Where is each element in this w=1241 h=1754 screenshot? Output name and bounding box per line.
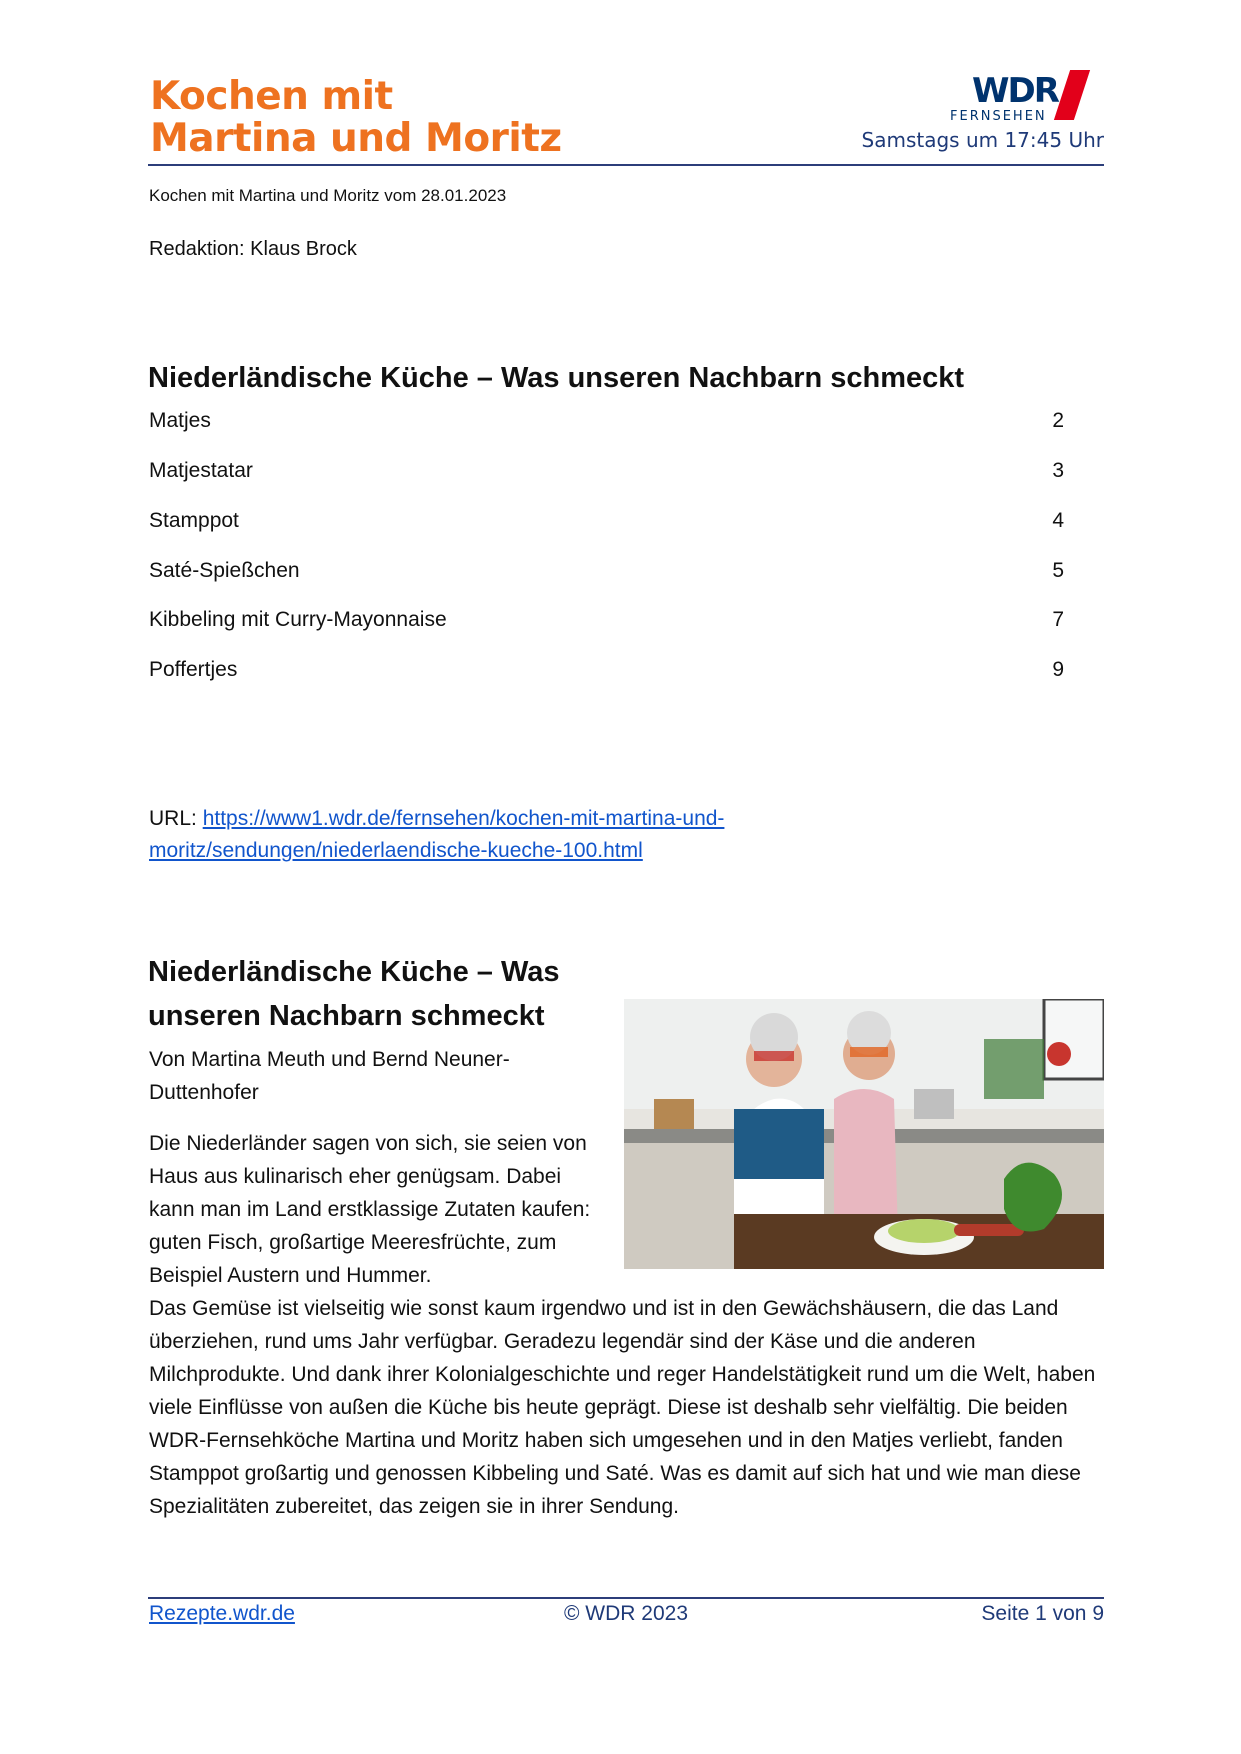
show-logo-line2: Martina und Moritz — [150, 116, 562, 161]
toc-item[interactable] — [149, 409, 1064, 433]
source-url — [149, 803, 849, 867]
toc-item-page: 7 — [1052, 608, 1064, 631]
footer-page-number: Seite 1 von 9 — [981, 1602, 1104, 1625]
chefs-photo-illustration — [624, 999, 1104, 1269]
footer-divider — [148, 1597, 1104, 1599]
toc-item-label: Poffertjes — [149, 658, 238, 681]
article-intro: Die Niederländer sagen von sich, sie seien von Haus aus kulinarisch eher genügsam. Dabei kann man im Land erstklassige Zutaten kaufen: guten Fisch, großartige Meeresfrüchte, zum Beispiel Austern und Hummer. — [149, 1132, 591, 1287]
wdr-logo-word: WDR — [972, 71, 1058, 111]
toc-item[interactable] — [149, 459, 1064, 483]
toc-item-page: 2 — [1052, 409, 1064, 432]
toc-item-page: 4 — [1052, 509, 1064, 532]
toc-item-label: Stamppot — [149, 509, 239, 532]
episode-line: Kochen mit Martina und Moritz vom 28.01.2023 — [149, 186, 507, 205]
wdr-logo-subtitle: FERNSEHEN — [950, 109, 1047, 124]
toc-item-label: Kibbeling mit Curry-Mayonnaise — [149, 608, 447, 631]
article-title: Niederländische Küche – Was unseren Nachbarn schmeckt — [148, 956, 560, 1032]
toc-title: Niederländische Küche – Was unseren Nachbarn schmeckt — [148, 362, 965, 394]
toc-item[interactable] — [149, 608, 1064, 632]
airtime: Samstags um 17:45 Uhr — [861, 128, 1104, 152]
toc-item-label: Matjestatar — [149, 459, 253, 482]
footer-site-link[interactable]: Rezepte.wdr.de — [149, 1602, 295, 1625]
article-byline: Von Martina Meuth und Bernd Neuner-Duttenhofer — [149, 1048, 510, 1104]
wdr-logo — [944, 68, 1104, 126]
toc-item[interactable] — [149, 559, 1064, 583]
toc-item-label: Matjes — [149, 409, 211, 432]
wdr-logo-red-bar — [1054, 70, 1090, 120]
toc-item-page: 5 — [1052, 559, 1064, 582]
toc-item-label: Saté-Spießchen — [149, 559, 300, 582]
header-divider — [148, 164, 1104, 166]
toc-item-page: 9 — [1052, 658, 1064, 681]
url-prefix: URL: — [149, 807, 203, 830]
chefs-photo — [624, 999, 1104, 1269]
show-logo-line1: Kochen mit — [150, 74, 393, 119]
toc-item-page: 3 — [1052, 459, 1064, 482]
article-body: Das Gemüse ist vielseitig wie sonst kaum irgendwo und ist in den Gewächshäusern, die das Land überziehen, rund ums Jahr verfügbar. Geradezu legendär sind der Käse und die anderen Milchprodukte. Und dank ihrer Kolonialgeschichte und reger Handelstätigkeit rund um die Welt, haben viele Einflüsse von außen die Küche bis heute geprägt. Diese ist deshalb sehr vielfältig. Die beiden WDR-Fernsehköche Martina und Moritz haben sich umgesehen und in den Matjes verliebt, fanden Stamppot großartig und genossen Kibbeling und Saté. Was es damit auf sich hat und wie man diese Spezialitäten zubereitet, das zeigen sie in ihrer Sendung. — [149, 1297, 1096, 1518]
toc-item[interactable] — [149, 658, 1064, 682]
toc-item[interactable] — [149, 509, 1064, 533]
source-url-link[interactable]: https://www1.wdr.de/fernsehen/kochen-mit-martina-und-moritz/sendungen/niederlaendische-kueche-100.html — [149, 807, 725, 862]
footer-copyright: © WDR 2023 — [564, 1602, 689, 1625]
editor-line: Redaktion: Klaus Brock — [149, 238, 357, 260]
show-logo — [150, 76, 562, 160]
